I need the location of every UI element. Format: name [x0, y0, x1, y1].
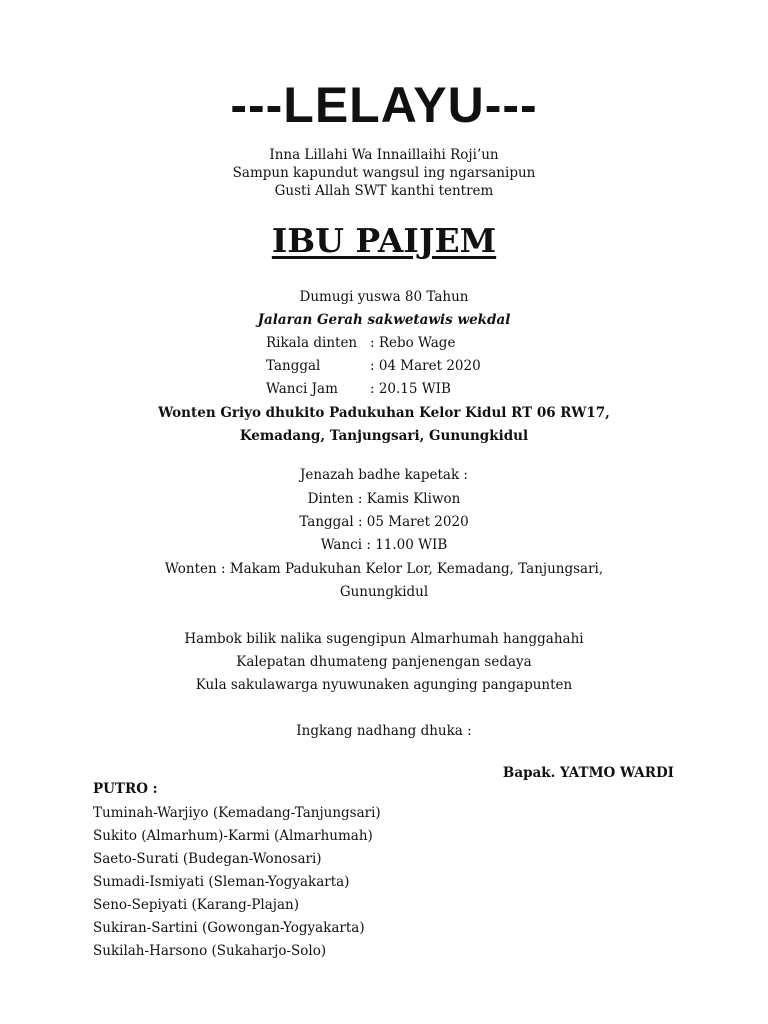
apology-line-2: Kalepatan dhumateng panjenengan sedaya [236, 654, 532, 670]
child-item: Saeto-Surati (Budegan-Wonosari) [93, 851, 322, 867]
burial-date: Tanggal : 05 Maret 2020 [299, 514, 469, 530]
death-day-value: : Rebo Wage [370, 335, 456, 351]
burial-day: Dinten : Kamis Kliwon [307, 491, 461, 507]
death-day-row [266, 334, 455, 352]
child-item: Tuminah-Warjiyo (Kemadang-Tanjungsari) [93, 805, 381, 821]
death-time-label: Wanci Jam [266, 381, 338, 397]
death-time-row [266, 380, 451, 398]
opening-line-1: Inna Lillahi Wa Innaillaihi Roji’un [269, 147, 499, 163]
mourner-heading: Ingkang nadhang dhuka : [296, 723, 472, 739]
cause-line: Jalaran Gerah sakwetawis wekdal [257, 312, 511, 328]
apology-line-1: Hambok bilik nalika sugengipun Almarhumah hanggahahi [184, 631, 584, 647]
opening-line-3: Gusti Allah SWT kanthi tentrem [274, 183, 494, 199]
death-date-value: : 04 Maret 2020 [370, 358, 481, 374]
child-item: Sumadi-Ismiyati (Sleman-Yogyakarta) [93, 874, 350, 890]
death-date-row [266, 357, 481, 375]
child-item: Sukilah-Harsono (Sukaharjo-Solo) [93, 943, 327, 959]
child-item: Seno-Sepiyati (Karang-Plajan) [93, 897, 299, 913]
page-title: ---LELAYU--- [230, 77, 538, 133]
burial-heading: Jenazah badhe kapetak : [300, 467, 468, 483]
burial-place-line-2: Gunungkidul [339, 584, 429, 600]
mourner-name: Bapak. YATMO WARDI [502, 765, 674, 781]
burial-place-line-1: Wonten : Makam Padukuhan Kelor Lor, Kemadang, Tanjungsari, [164, 561, 604, 577]
death-time-value: : 20.15 WIB [370, 381, 451, 397]
child-item: Sukiran-Sartini (Gowongan-Yogyakarta) [93, 920, 365, 936]
opening-line-2: Sampun kapundut wangsul ing ngarsanipun [232, 165, 536, 181]
death-date-label: Tanggal [266, 358, 321, 374]
apology-line-3: Kula sakulawarga nyuwunaken agunging pangapunten [195, 677, 573, 693]
age-line: Dumugi yuswa 80 Tahun [299, 289, 469, 305]
deceased-name: IBU PAIJEM [271, 221, 497, 260]
child-item: Sukito (Almarhum)-Karmi (Almarhumah) [93, 828, 373, 844]
death-place-line-1: Wonten Griyo dhukito Padukuhan Kelor Kidul RT 06 RW17, [158, 405, 610, 421]
death-day-label: Rikala dinten [266, 335, 358, 351]
children-heading: PUTRO : [93, 781, 158, 797]
burial-time: Wanci : 11.00 WIB [320, 537, 448, 553]
death-place-line-2: Kemadang, Tanjungsari, Gunungkidul [239, 428, 529, 444]
